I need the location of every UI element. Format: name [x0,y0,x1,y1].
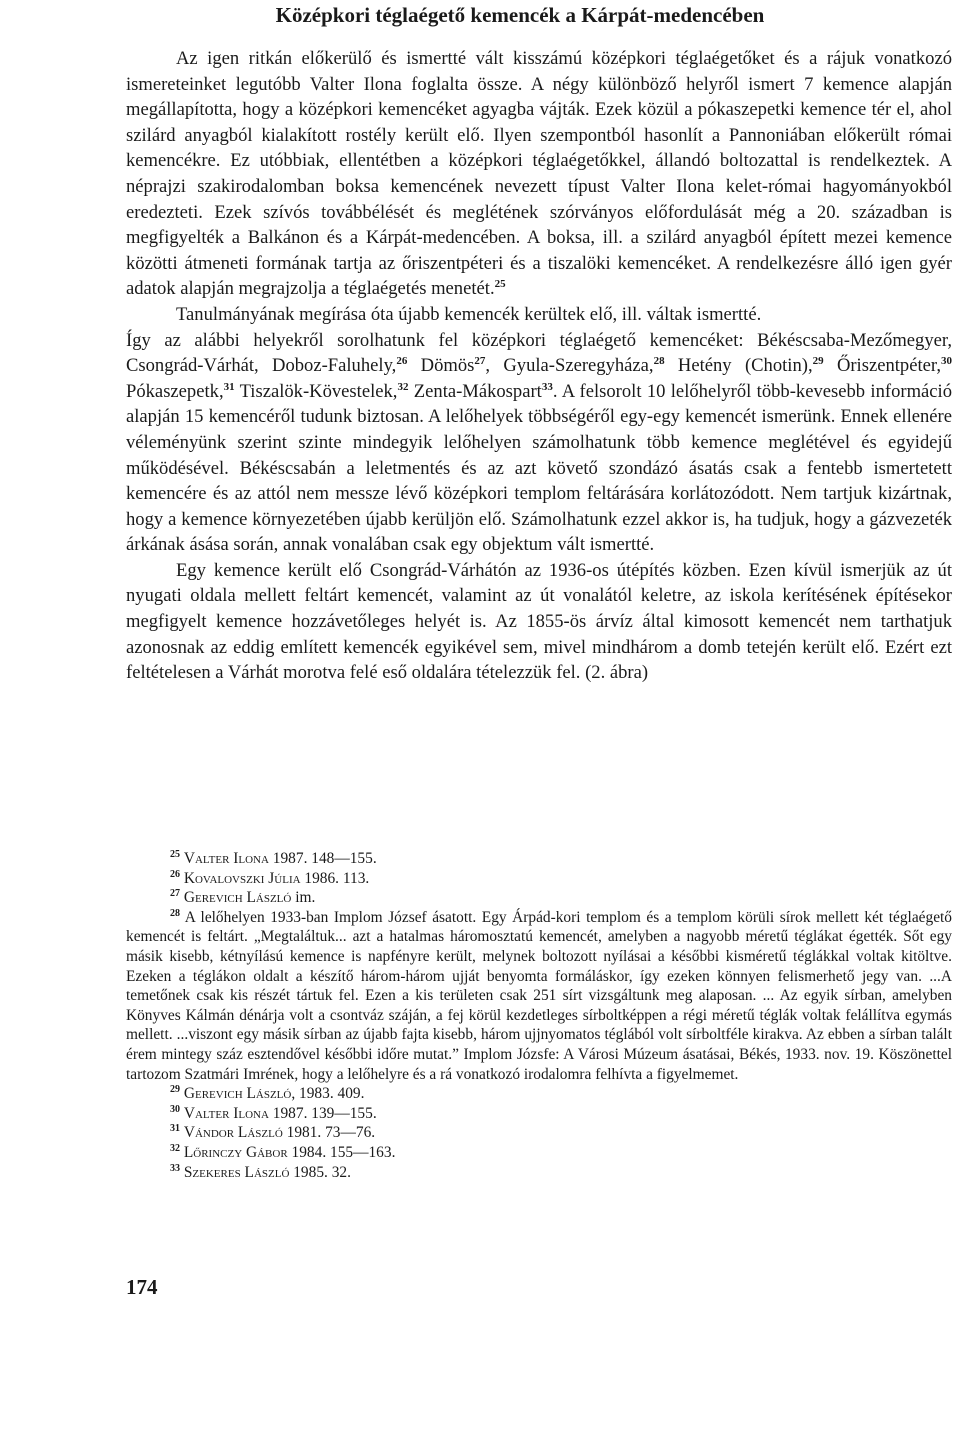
footnote-number: 33 [170,1162,180,1174]
footnote-author: Gerevich László [183,889,292,907]
footnote-ref-33: 33 [541,380,553,393]
page-title: Középkori téglaégető kemencék a Kárpát-medencében [275,3,765,27]
footnote-author: Valter Ilona [183,850,269,867]
footnote-author: Gerevich László [183,1085,292,1103]
footnote-31 [126,1123,952,1143]
footnote-ref-27: 27 [474,354,486,367]
footnote-ref-28: 28 [653,354,665,367]
footnote-ref-31: 31 [223,380,235,393]
paragraph-text: Pókaszepetk, [126,380,224,402]
footnote-32 [126,1143,952,1163]
footnote-ref-30: 30 [941,354,952,367]
footnote-text: im. [291,889,316,907]
footnote-number: 31 [170,1123,180,1135]
paragraph-text: Az igen ritkán előkerülő és ismertté vált kisszámú középkori téglaégetőket és a rájuk vonatkozó ismereteinket legutóbb Valter Ilona foglalta össze. A négy különböző helyről ismert 7 kemence alapján megállapította, hogy a középkori kemencéket agyagba vájták. Ezek közül a pókaszepetki kemence tér el, ahol szilárd anyagból kialakított rostély került elő. Ilyen szempontból hasonlít a Pannoniában előkerült római kemencékre. Ez utóbbiak, ellentétben a középkori téglaégetőkkel, állandó boltozattal is rendelkeztek. A néprajzi szakirodalomban boksa kemencének nevezett típust Valter Ilona kelet-római hagyományokból eredezteti. Ezek szívós továbbélését és meglétének szórványos előfordulását még a 20. században is megfigyelték a Balkánon és a Kárpát-medencében. A boksa, ill. a szilárd anyagból épített mezei kemence közötti átmeneti formának tartja az őriszentpéteri és a tiszalöki kemencéket. A rendelkezésre álló igen gyér adatok alapján megrajzolja a téglaégetés menetét. [126,48,952,300]
footnote-author: Szekeres László [183,1163,290,1181]
paragraph-text: . A felsorolt 10 lelőhelyről több-kevesebb információ alapján 15 kemencéről tudunk biztosan. A lelőhelyek többségéről egy-egy kemencét ismerünk. Ennek ellenére véleményünk szerint szinte mindegyik lelőhelyen számolhatunk több kemence meglétével és egyidejű működésével. Békéscsabán a leletmentés és az azt követő szondázó ásatás csak a fentebb ismertetett kemencére és az attól nem messze lévő középkori templom feltárására korlátozódott. Nem tartjuk kizártnak, hogy a kemence környezetében újabb kerüljön elő. Számolhatunk ezzel akkor is, ha tudjuk, hogy a gázvezeték árkának ásása során, annak vonalában csak egy objektum vált ismertté. [126,380,952,556]
footnote-ref-25: 25 [494,278,506,291]
footnote-29 [126,1084,952,1104]
footnote-number: 27 [170,888,180,900]
footnotes [126,849,952,1182]
paragraph-text: Zenta-Mákospart [408,380,542,402]
paragraph-text: Hetény (Chotin), [664,355,813,377]
paragraph-3 [126,328,952,558]
footnote-author: Valter Ilona [183,1104,269,1122]
footnote-ref-32: 32 [397,380,409,393]
footnote-27 [126,888,952,908]
paragraph-text: Őriszentpéter, [823,355,941,377]
footnote-text: 1986. 113. [300,869,370,887]
footnote-text: 1987. 148—155. [268,850,377,867]
footnote-number: 28 [170,907,180,919]
footnote-number: 25 [170,848,180,860]
footnote-25 [126,849,952,869]
footnote-text: 1984. 155—163. [287,1143,396,1161]
footnote-author: Kovalovszki Júlia [183,869,301,887]
footnote-30 [126,1104,952,1124]
footnote-author: Lőrinczy Gábor [183,1143,288,1161]
paragraph-text: Egy kemence került elő Csongrád-Várhátón az 1936-os útépítés közben. Ezen kívül ismerjük az út nyugati oldala mellett feltárt kemencét, valamint az út vonalától keletre, az iskola kerítésének építésekor megfigyelt kemence hozzávetőleges helyét is. Az 1855-ös árvíz által kimosott kemencét nem tarthatjuk azonosnak az eddig említett kemencék egyikével sem, mivel mindhárom a domb tetején került elő. Ezért ezt feltételesen a Várhát morotva felé eső oldalára tételezzük fel. (2. ábra) [126,559,952,684]
paragraph-2 [126,302,952,328]
paragraph-text: Tiszalök-Kövestelek, [234,380,398,402]
footnote-28 [126,908,952,1084]
footnote-ref-26: 26 [396,354,408,367]
paragraph-text: Tanulmányának megírása óta újabb kemencék kerültek elő, ill. váltak ismertté. [176,303,762,325]
footnote-33 [126,1163,952,1183]
footnote-text: A lelőhelyen 1933-ban Implom József ásatott. Egy Árpád-kori templom és a templom körüli sírok mellett két téglaégető kemencét is feltárt. „Megtaláltuk... azt a hatalmas háromosztatú kemencét, amelyben a nagyobb méretű téglákat égették. Sőt egy másik kisebb, kétnyílású kemence is napfényre került, melynek boltozott nyílásai a későbbi kisméretű téglákkal voltak kitöltve. Ezeken a téglákon oldalt a készítő három-három ujját benyomta formáláskor, így ezeken könnyen felismerhető jegy van. ...A temetőnek csak kis részét tártuk fel. Ezen a kis területen csak 251 sírt vizsgáltunk meg alaposan. ... Az egyik sírban, amelyben Könyves Kálmán dénárja volt a csontváz száján, a fej körül kezdetleges sírboltképpen a régi méretű téglák voltak felállítva egymás mellett. ...viszont egy másik sírban az újabb fajta kisebb, három ujjnyomatos téglából volt sírboltféle kirakva. Az ebben a sírban talált érem mintegy száz esztendővel későbbi időre mutat.” Implom Józsfe: A Városi Múzeum ásatásai, Békés, 1933. nov. 19. Köszönettel tartozom Szatmári Imrének, hogy a lelőhelyre és a rá vonatkozó irodalomra felhívta a figyelmemet. [126,908,952,1083]
footnote-number: 26 [170,868,180,880]
paragraph-1 [126,46,952,302]
paragraph-text: Így az alábbi helyekről sorolhatunk fel középkori téglaégető kemencéket: Békéscsaba-Mezőmegyer, Csongrád-Várhát, Doboz-Faluhely, [126,329,952,377]
footnote-number: 30 [170,1103,180,1115]
page-number: 174 [126,1275,158,1299]
paragraph-text: , Gyula-Szeregyháza, [485,355,654,377]
footnote-ref-29: 29 [812,354,824,367]
footnote-author: Vándor László [183,1124,283,1142]
footnote-26 [126,869,952,889]
footnote-text: , 1983. 409. [291,1085,365,1103]
paragraph-text: Dömös [407,355,475,377]
main-text [126,46,952,686]
footnote-text: 1981. 73—76. [282,1124,376,1142]
footnote-number: 32 [170,1142,180,1154]
footnote-text: 1987. 139—155. [268,1104,377,1122]
footnote-text: 1985. 32. [289,1163,351,1181]
paragraph-4 [126,558,952,686]
footnote-number: 29 [170,1084,180,1095]
